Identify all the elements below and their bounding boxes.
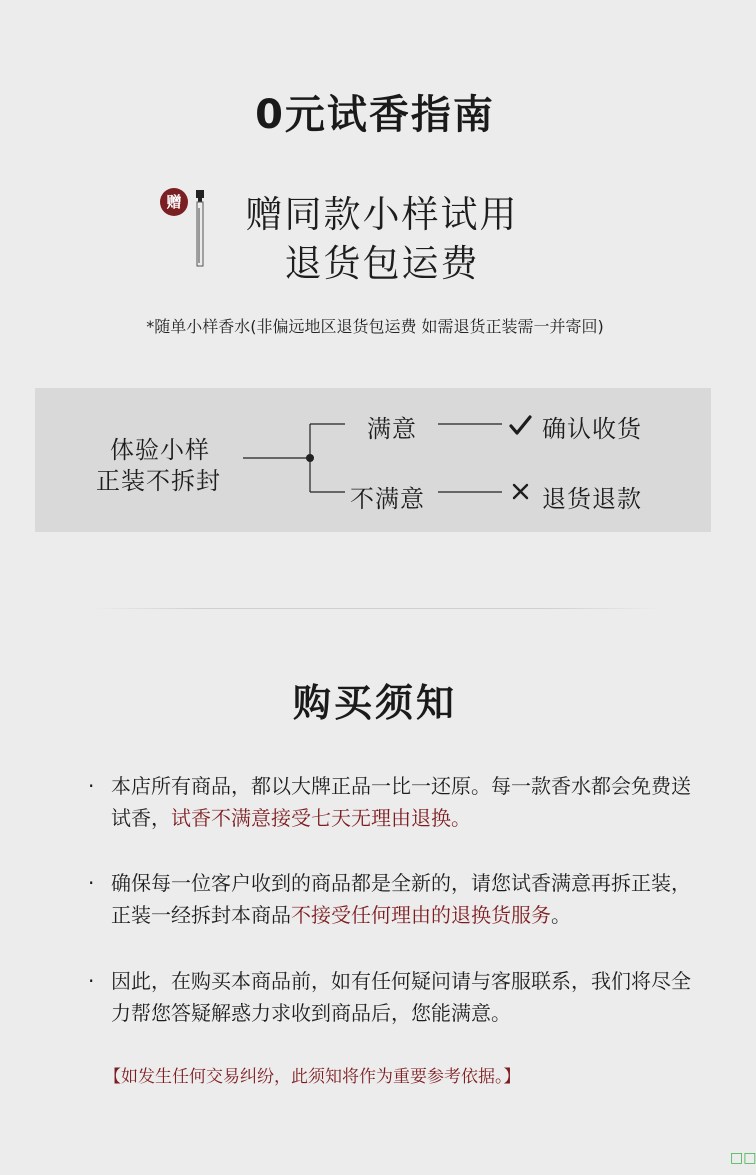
trial-flow-diagram xyxy=(35,388,711,532)
promo-banner xyxy=(160,180,580,285)
flow-result-refund: 退货退款 xyxy=(542,485,642,513)
gift-badge: 赠 xyxy=(160,188,188,216)
notice-item-highlight: 不接受任何理由的退换货服务 xyxy=(291,903,551,927)
corner-mark: □□ xyxy=(730,1150,756,1166)
promo-line-1: 赠同款小样试用 xyxy=(245,193,519,236)
notice-title: 购买须知 xyxy=(292,681,457,725)
flow-result-confirm: 确认收货 xyxy=(542,415,642,443)
page-title: 0元试香指南 xyxy=(255,92,495,138)
bullet: · xyxy=(88,871,95,895)
flow-branch-satisfied: 满意 xyxy=(367,415,417,443)
notice-item-text: 因此，在购买本商品前，如有任何疑问请与客服联系，我们将尽全力帮您答疑解惑力求收到商品后，您能满意。 xyxy=(111,969,691,1025)
bullet: · xyxy=(88,969,95,993)
shipping-note: *随单小样香水(非偏远地区退货包运费 如需退货正装需一并寄回) xyxy=(146,317,604,336)
notice-item-highlight: 试香不满意接受七天无理由退换。 xyxy=(171,806,471,830)
notice-item-tail: 。 xyxy=(551,903,571,927)
notice-item-text: 本店所有商品，都以大牌正品一比一还原。每一款香水都会免费送试香， xyxy=(111,774,691,830)
notice-item-1 xyxy=(88,770,708,834)
notice-item-text: 确保每一位客户收到的商品都是全新的，请您试香满意再拆正装，正装一经拆封本商品 xyxy=(111,871,691,927)
flow-source-line-2: 正装不拆封 xyxy=(96,467,221,495)
perfume-vial-icon xyxy=(193,190,207,270)
section-divider xyxy=(90,608,660,609)
promo-line-2: 退货包运费 xyxy=(284,242,480,285)
dispute-disclaimer: 【如发生任何交易纠纷，此须知将作为重要参考依据。】 xyxy=(104,1067,521,1087)
notice-item-3 xyxy=(88,965,708,1029)
cross-icon xyxy=(514,485,527,498)
flow-branch-unsatisfied: 不满意 xyxy=(350,485,425,513)
flow-source-line-1: 体验小样 xyxy=(110,436,210,464)
notice-item-2 xyxy=(88,867,708,931)
bullet: · xyxy=(88,774,95,798)
check-icon xyxy=(511,417,530,433)
